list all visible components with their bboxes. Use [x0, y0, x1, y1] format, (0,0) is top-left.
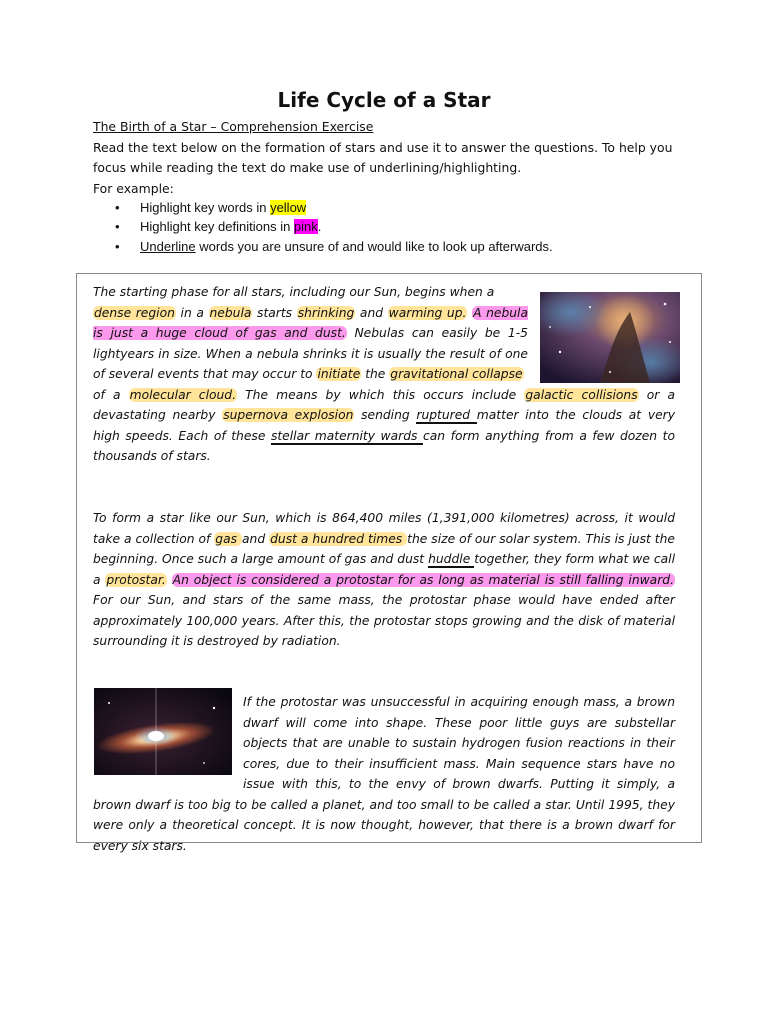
passage-text: Nebulas can easily be 1-5 lightyears in size. When a nebula shrinks it is usually the result of one of several events that may occur to	[93, 326, 528, 381]
highlighted-keyword: gas	[215, 531, 242, 546]
underline-example: Underline	[140, 238, 196, 254]
passage-text: or a devastating nearby	[93, 387, 676, 422]
highlighted-keyword: warming up.	[388, 305, 467, 320]
highlighted-keyword: nebula	[209, 305, 252, 320]
underlined-word: huddle	[428, 552, 475, 566]
bullet-text: Highlight key definitions in	[140, 219, 294, 235]
bullet-text: words you are unsure of and would like to look up afterwards.	[195, 238, 553, 254]
passage-text: starts	[252, 305, 297, 320]
underlined-word: ruptured	[416, 408, 477, 422]
highlighted-definition: An object is considered a protostar for as long as material is still falling inward.	[172, 572, 674, 587]
passage-text: of a	[93, 387, 129, 402]
bullet-icon: •	[115, 200, 120, 215]
instruction-list	[115, 198, 675, 256]
highlighted-keyword: galactic collisions	[525, 387, 638, 402]
passage-text: can form anything from a few dozen to thousands of stars.	[93, 428, 675, 463]
passage-text: matter into the clouds at very high speeds. Each of these	[93, 408, 675, 443]
for-example-label: For example:	[93, 180, 174, 196]
highlighted-keyword: protostar.	[106, 572, 166, 587]
highlighted-keyword: gravitational collapse	[390, 367, 523, 381]
passage-text: For our Sun, and stars of the same mass, the protostar phase would have ended after approximately 100,000 years. After this, the protostar stops growing and the disk of material surrounding it is destroyed by radiation.	[93, 593, 675, 648]
exercise-subtitle: The Birth of a Star – Comprehension Exercise	[93, 119, 374, 134]
bullet-icon: •	[115, 238, 120, 254]
bullet-icon: •	[115, 219, 120, 235]
highlighted-keyword: shrinking	[297, 305, 355, 320]
highlighted-keyword: initiate	[317, 367, 361, 381]
list-item	[115, 237, 675, 256]
yellow-swatch: yellow	[270, 200, 307, 215]
passage-text: the size of our solar system. This is just the beginning. Once such a large amount of gas and dust	[93, 531, 675, 566]
passage-paragraph-2	[93, 508, 675, 652]
passage-paragraph-3	[93, 692, 675, 856]
passage-paragraph-1	[93, 282, 675, 467]
passage-text: the	[361, 367, 390, 381]
highlighted-keyword: molecular cloud.	[129, 387, 237, 402]
list-item	[115, 198, 675, 217]
passage-text: To form a star like our Sun, which is 864,400 miles (1,391,000 kilometres) across, it would take a collection of	[93, 511, 675, 546]
bullet-text: Highlight key words in	[140, 200, 271, 215]
page-title: Life Cycle of a Star	[277, 88, 491, 112]
passage-text: and	[355, 305, 388, 320]
passage-text: The means by which this occurs include	[237, 387, 525, 402]
passage-text: sending	[354, 408, 417, 422]
list-item	[115, 217, 675, 236]
passage-text: together, they form what we call a	[93, 552, 675, 587]
intro-section	[93, 117, 683, 199]
passage-text: If the protostar was unsuccessful in acquiring enough mass, a brown dwarf will come into shape. These poor little guys are substellar objects that are unable to sustain hydrogen fusion reactions in their cores, due to their insufficient mass. Main sequence stars have no issue with this, to the envy of brown dwarfs. Putting it simply, a brown dwarf is too big to be called a planet, and too small to be called a star. Until 1995, they were only a theoretical concept. It is now thought, however, that there is a brown dwarf for every six stars.	[93, 695, 675, 853]
highlighted-keyword: dense region	[94, 305, 175, 320]
bullet-text-end: .	[317, 219, 322, 235]
passage-text: and	[242, 531, 270, 546]
highlighted-definition: A nebula is just a huge cloud of gas and dust.	[93, 305, 528, 340]
highlighted-keyword: dust a hundred times	[270, 531, 407, 546]
passage-text	[167, 573, 172, 587]
instructions-text: Read the text below on the formation of stars and use it to answer the questions. To help you focus while reading the text do make use of underlining/highlighting.	[93, 139, 673, 175]
image-spacer	[93, 692, 243, 792]
highlighted-keyword: supernova explosion	[223, 408, 354, 422]
passage-text: in a	[175, 305, 209, 320]
passage-text: The starting phase for all stars, including our Sun, begins when a	[93, 285, 495, 299]
pink-swatch: pink	[293, 219, 318, 235]
underlined-word: stellar maternity wards	[270, 428, 423, 443]
